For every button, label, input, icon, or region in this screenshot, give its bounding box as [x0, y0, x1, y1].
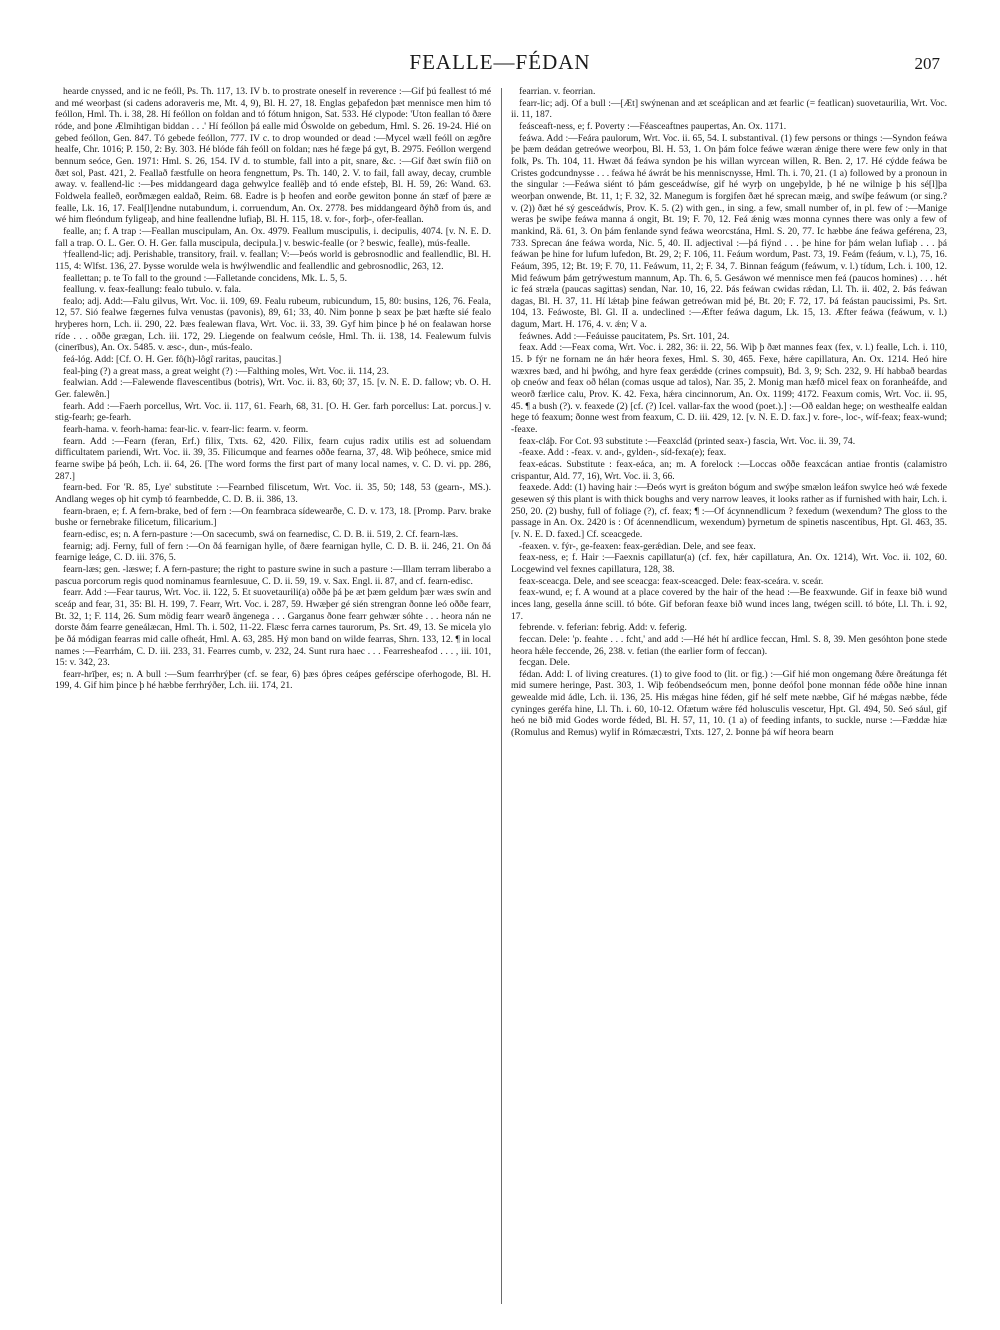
left-column: [55, 86, 491, 1306]
entry-feawnes: feáwnes. Add :—Feáuisse paucitatem, Ps. Srt. 101, 24.: [519, 330, 730, 342]
entry-fearn-edisc: fearn-edisc, es; n. A fern-pasture :—On sacecumb, swá on fearnedisc, C. D. B. ii. 519, 2. Cf. fearn-læs.: [63, 528, 459, 540]
entry-feasceaft-ness: feásceaft-ness, e; f. Poverty :—Féasceaftnes paupertas, An. Ox. 1171.: [519, 120, 787, 132]
entry-feallan-cont: hearde cnyssed, and ic ne feóll, Ps. Th. 117, 13. IV b. to prostrate oneself in reverence :—Gif þú feallest tó mé and mé weorþast (si cadens adoraveris me, Mt. 4, 9), Bl. H. 27, 18. Englas geþafedon þæt mennisce men him tó feóllon, Hml. Th. i. 38, 28. Hí feóllon on foldan and tó fótum hnigon, Sat. 533. Hé clypode: 'Uton feallan tó ðære róde, and þone Ælmihtigan biddan . . .' Hí feóllon þá ealle mid Óswolde on gebedum, Hml. S. 26. 19-24. Hié on gebed feóllon, Gen. 847. Tó gebede feóllon, 777. IV c. to drop wounded or dead :—Mycel wæll feóll on ægðre healfe, Chr. 1016; P. 150, 2: By. 303. Hé blóde fáh feóll on foldan; næs hé fæge þá gyt, B. 2975. Feóllon wergend bennum seóce, Gen. 1971: Hml. S. 26, 154. IV d. to stumble, fall into a pit, snare, &c. :—Gif ðæt swín fiið on ðæt sol, Past. 421, 2. Feallað fæstfulle on heora fengnettum, Ps. Th. 140, 2. V. to fail, fall away, decay, crumble away. v. feallend-lic :—Þes middangeard daga gehwylce feallëþ and tó ende efsteþ, Bl. H. 59, 26: Wand. 63. Foldwela fealleð, eorðmægen ealdað, Reim. 68. Eadre is þ heofen and eorðe gewiton þonne án stæf of þære æ fealle, Lk. 16, 17. Feal[l]endne nutabundum, i. corruendum, An. Ox. 2778. Þes middangeard ðýhð from ús, and wé him fleóndum fyligeaþ, and hine feallendne lufiaþ, Bl. H. 115, 18. v. for-, forþ-, ofer-feallan.: [55, 86, 491, 226]
right-column: [511, 86, 947, 1306]
entry-feaxen: -feaxen. v. fýr-, ge-feaxen: feax-gerǽdian. Dele, and see feax.: [519, 540, 756, 552]
entry-feax-eacas: feax-eácas. Substitute : feax-eáca, an; m. A forelock :—Loccas oððe feaxcácan antiae frontis (calamistro crispantur, Ald. 77, 16), Wrt. Voc. ii. 3, 66.: [511, 459, 947, 482]
page-header: [60, 50, 940, 76]
entry-fearh-hama: fearh-hama. v. feorh-hama: fear-lic. v. fearr-lic: fearm. v. feorm.: [63, 424, 309, 436]
entry-feawa: feáwa. Add :—Feára paulorum, Wrt. Voc. ii. 65, 54. I. substantival. (1) few persons or things :—Syndon feáwa þe þæm deádan getreówe weorþou, Bl. H. 53, 1. On þám folce feáwe wæran ǽnige there were few only in that folk, Ps. Th. 104, 11. Hwæt ðá feáwa syndon þe his willan wyrcean willen, R. Ben. 2, 17. Hé cýdde feáwa be Cristes godcundnysse . . . feáwa hé áwrát be his menniscnysse, Hml. Th. i. 70, 21. (1 a) followed by a pronoun in the singular :—Feáwa siént tó þám gesceádwíse, gif hé wyrþ on ungeþylde, þ hé ne wilnige þ his sé[l]þa weorþan onwende, Bt. 11, 1; F. 32, 32. Manegum is forgifen ðæt hé sprecan mæig, and swíþe feáwum (or sing.? v. (2)) ðæt hé sý gesceádwís, Prov. K. 5. (2) with gen., in sing. a few, small number of, in pl. few of :—Manige weras þe swiþe feáwa manna á ongit, Bt. 19; F. 70, 12. Feá ǽnig wæs monna cynnes there was only a few of mankind, Rä. 61, 3. On þám fenlande synd feáwa weorcstána, Hml. S. 20, 77. Ic hæbbe áne feáwa geférena, 23, 733. Sprecan áne feáwa worda, Nic. 5, 40. II. adjectival :—þá fiýnd . . . þe hine for þám welan lufiaþ . . . þá feáwan þe hine for lufum lufedon, Bt. 29, 2; F. 106, 11. Feáum wordum, Past. 73, 19. Feám (feáum, v. l.), 75, 16. Feáum, 395, 12; Bt. 19; F. 70, 11. Feáwum, 11, 2; F. 34, 7. Binnan feágum (feáwum, v. l.) tídum, Lch. i. 100, 12. Mid feáwum þám getrýwestum mannum, Ap. Th. 6, 5. Gesáwon wé mennisce men feá (paucos homines) . . . hét ic feá stræla (paucas sagittas) sendan, Nar. 10, 16, 22. Þás feáwan cwidas rǽdan, Ll. Th. ii. 402, 2. Þás feáwan dagas, Bl. H. 37, 11. Hí lǽtaþ þine feáwan getreówan mid þé, Bt. 20; F. 72, 17. Þá feástan paucissimi, Ps. Srt. 104, 13. Feáwoste, Bl. Gl. II a. undeclined :—Æfter feáwa dagum, Lk. 15, 13. Æfter feáwa (feáwum, v. l.) dagum, Mart. H. 176, 4. v. ǽn; V a.: [511, 132, 947, 331]
entry-feallettan: feallettan; p. te To fall to the ground :—Falletande concidens, Mk. L. 5, 5.: [63, 272, 347, 284]
entry-feax-ness: feax-ness, e; f. Hair :—Faexnis capillatur(a) (cf. fex, hǽr capillatura, An. Ox. 1214), Wrt. Voc. ii. 102, 60. Locgewind vel fexnes capillatura, 128, 38.: [511, 552, 947, 575]
entry-fearr-lic: fearr-lic; adj. Of a bull :—[Æt] swýnenan and æt sceáplican and æt fearlic (= featlican) suovetaurilia, Wrt. Voc. ii. 11, 187.: [511, 97, 947, 121]
entry-fearn-bed: fearn-bed. For 'R. 85, Lye' substitute :—Fearnbed filiscetum, Wrt. Voc. ii. 35, 50; 148, 53 (gearn-, MS.). Andlang weges oþ hit cymþ tó fearnbedde, C. D. B. ii. 386, 13.: [55, 482, 491, 505]
column-divider: [501, 88, 502, 1304]
entry-febrende: febrende. v. feferian: febrig. Add: v. feferig.: [519, 622, 687, 634]
entry-feaxe: -feaxe. Add : -feax. v. and-, gylden-, síd-fexa(e); feax.: [519, 447, 727, 459]
entry-feax: feax. Add :—Feax coma, Wrt. Voc. i. 282, 36: ii. 22, 56. Wiþ þ ðæt mannes feax (fex, v. l.) fealle, Lch. i. 110, 15. Þ fýr ne fornam ne án hǽr heora fexes, Hml. S. 30, 465. Fexe, hǽre capillatura, An. Ox. 1214. Heó hire wæxres bæd, and hi þwóhg, and hyre feax gerǽdde (crines compsuit), Bd. 3, 9; Sch. 232, 9. Hí habbað beardas oþ cneów and feax oð hélan (comas usque ad talos), Nar. 35, 2. Monig man hæfð micel feax on foranheáfde, and weorð færlice calu, Prov. K. 42. Fexa, hǽra cincinnorum, An. Ox. 1199; 4172. Feaxum comis, Wrt. Voc. ii. 95, 45. ¶ a bush (?). v. feaxede (2) [cf. (?) Icel. vallar-fax the wood (poet.).] :—Oð ealdan hege; on westhealfe ealdan hege tó feaxum; ðonne west from feaxum, C. D. iii. 429, 12. [v. N. E. D. fax.] v. fore-, loc-, wíf-feax; feax-wund; -feaxe.: [511, 342, 947, 436]
page-number: 207: [914, 54, 940, 73]
entry-feax-sceacga: feax-sceacga. Dele, and see sceacga: feax-sceacged. Dele: feax-sceára. v. sceár.: [519, 575, 824, 587]
entry-fealo: fealo; adj. Add:—Falu gilvus, Wrt. Voc. ii. 109, 69. Fealu rubeum, rubicundum, 15, 80: busins, 126, 76. Feala, 12, 57. Sió fealwe fægernes fulva venustas (pavonis), 89, 61; 33, 40. Nim þonne þ seax þe þæt hæfte sié fealo hryþeres horn, Lch. ii. 290, 22. Þæs fealewan flava, Wrt. Voc. ii. 33, 39. Gyf him þince þ hé on fealawan horse ríde . . . oððe grægan, Lch. iii. 172, 29. Liegende on fealwum ceósle, Hml. Th. ii. 138, 14. Fealewum fulvis (cinerībus), An. Ox. 5485. v. æsc-, dun-, mús-fealo.: [55, 295, 491, 354]
entry-feal-thing: feal-þing (?) a great mass, a great weight (?) :—Falthing moles, Wrt. Voc. ii. 114, 23.: [63, 365, 389, 377]
entry-fearn: fearn. Add :—Fearn (feran, Erf.) filix, Txts. 62, 420. Filix, fearn cujus radix utilis est ad soluendam difficultatem pariendi, Wrt. Voc. ii. 39, 35. Filicumque and fearnes oððe fearna, 37, 48. Wiþ þeóhece, smice mid fearne swiþe þá þeóh, Lch. ii. 64, 26. [The word forms the first part of many local names, v. C. D. vi. pp. 286, 287.]: [55, 435, 491, 482]
entry-fearrian: fearrian. v. feorrian.: [519, 86, 596, 97]
entry-feallend-lic: †feallend-lic; adj. Perishable, transitory, frail. v. feallan; V:—Þeós world is gebrosnodlic and feallendlic, Bl. H. 115, 4: Wlfst. 136, 27. Þysse worulde wela is hwýlwendlic and feallendlic and gebrosnodlic, 263, 12.: [55, 249, 491, 272]
entry-feax-clath: feax-cláþ. For Cot. 93 substitute :—Feaxclád (printed seax-) fascia, Wrt. Voc. ii. 39, 74.: [519, 435, 856, 447]
entry-fecgan: fecgan. Dele.: [519, 657, 570, 669]
entry-fearnig: fearnig; adj. Ferny, full of fern :—On ðá fearnigan hylle, of ðære fearnigan hylle, C. D. B. ii. 246, 21. On ðá fearnige leáge, C. D. iii. 376, 5.: [55, 540, 491, 564]
entry-fearr-hrither: fearr-hrīþer, es; n. A bull :—Sum fearrhrýþer (cf. se fear, 6) þæs óþres ceápes geférscipe oferhogode, Bl. H. 199, 4. Gif him þince þ hé hæbbe ferrhrýðer, Lch. iii. 174, 21.: [55, 668, 491, 692]
entry-fealle: fealle, an; f. A trap :—Feallan muscipulam, An. Ox. 4979. Feallum muscipulis, i. decipulis, 4074. [v. N. E. D. fall a trap. O. L. Ger. O. H. Ger. falla muscipula, decipula.] v. beswic-fealle (or ? beswic, fealle), mús-fealle.: [55, 225, 491, 249]
entry-fearn-laes: fearn-læs; gen. -læswe; f. A fern-pasture; the right to pasture swine in such a pasture :—Illam terram liberabo a pascua porcorum regis quod nominamus fearnlesuue, C. D. ii. 59, 19. v. Sax. Engl. ii. 87, and cf. fearn-edisc.: [55, 563, 491, 587]
entry-fearr: fearr. Add :—Fear taurus, Wrt. Voc. ii. 122, 5. Et suovetaurili(a) oððe þá þe æt þæm geldum þær wæs swín and sceáp and fear, 31, 35: Bl. H. 199, 7. Fearr, Wrt. Voc. i. 287, 59. Hwæþer gé sién strengran ðonne leó oððe fearr, Bt. 32, 1; F. 114, 26. Sum mödig fearr wearð ängenega . . . Garganus ðone fearr gehwær sóhte . . . heora nán ne dorste ðám fearre geneálæcan, Hml. Th. i. 502, 11-22. Flæsc ferra carnes taurorum, Ps. Srt. 49, 13. Se micela ylo þe ðá módigan fearras mid calle ofheát, Hml. A. 63, 285. Hý mon band on wilde fearras, Shrn. 133, 12. ¶ in local names :—Fearrhám, C. D. iii. 233, 31. Fearres cumb, v. 232, 24. Sunt rura haec . . . Fearresheafod . . . , iii. 101, 15: v. 342, 23.: [55, 587, 491, 669]
entry-feax-wund: feax-wund, e; f. A wound at a place covered by the hair of the head :—Be feaxwunde. Gif in feaxe bið wund inces lang, gesella ánne scill. tó bóte. Gif beforan feaxe bið wund inces lang, twégen scill. tó bóte, Ll. Th. i. 92, 17.: [511, 587, 947, 622]
entry-feallung: feallung. v. feax-feallung: fealo tubulo. v. fala.: [63, 284, 242, 296]
entry-fea-log: feá-lóg. Add: [Cf. O. H. Ger. fô(h)-lôgî raritas, paucitas.]: [63, 354, 282, 366]
entry-fearh: fearh. Add :—Faerh porcellus, Wrt. Voc. ii. 117, 61. Fearh, 68, 31. [O. H. Ger. farh porcellus: Lat. porcus.] v. stig-fearh; ge-fearh.: [55, 400, 491, 424]
entry-fedan: fédan. Add: I. of living creatures. (1) to give food to (lit. or fig.) :—Gif hié mon ongemang ðǽre ðreátunga fét mid sumere heringe, Past. 303, 1. Wiþ feóbendseócum men, þonne deófol þone monnan féde oððe hine innan gewealde mid ádle, Lch. ii. 136, 25. His mǽgas hine féden, gif hé self mete næbbe, Gif hé mǽgas næbbe, féde cyninges geréfa hine, Ll. Th. i. 60, 10-12. Ofætum wǽre féd holusculis vescetur, Hpt. Gl. 494, 50. Seó sául, gif heó ne bið mid Godes worde féded, Bl. H. 57, 11, 10. (1 a) of feeding infants, to suckle, nurse :—Fæddæ hiæ (Romulus and Remus) wylif in Rómæcæstri, Txts. 127, 2. Þonne þá wíf heora bearn: [511, 668, 947, 739]
dictionary-columns: [55, 86, 947, 1306]
entry-fealwian: fealwian. Add :—Falewende flavescentibus (botris), Wrt. Voc. ii. 83, 60; 37, 15. [v. N. E. D. fallow; vb. O. H. Ger. falewên.]: [55, 377, 491, 401]
running-head: FEALLE—FÉDAN: [409, 50, 591, 74]
entry-feccan: feccan. Dele: 'p. feahte . . . fcht,' and add :—Hé hét hí ardlice feccan, Hml. S. 8, 39. Men gesóhton þone stede heora hǽle feccende, 26, 238. v. fetian (the earlier form of feccan).: [511, 633, 947, 657]
entry-feaxede: feaxede. Add: (1) having hair :—Ðeós wyrt is greáton bógum and swýþe smælon leáfon swylce heó wǽ fexede gesewen sý this plant is with thick boughs and very narrow leaves, it looks rather as if furnished with hair, Lch. i. 250, 20. (2) bushy, full of foliage (?), cf. feax; ¶ :—Of ácynnendlicum ? fexedum (wexendum? The gloss to the passage in An. Ox. 2420 is : Of ácennendlicum, wexendum) þyrnetum de spinetis nascentibus, Hpt. Gl. 463, 35. [v. N. E. D. faxed.] Cf. sceacgede.: [511, 482, 947, 540]
entry-fearn-braen: fearn-braen, e; f. A fern-brake, bed of fern :—On fearnbraca sídewearðe, C. D. v. 173, 18. [Promp. Parv. brake bushe or fernebrake filicetum, filicarium.]: [55, 505, 491, 529]
